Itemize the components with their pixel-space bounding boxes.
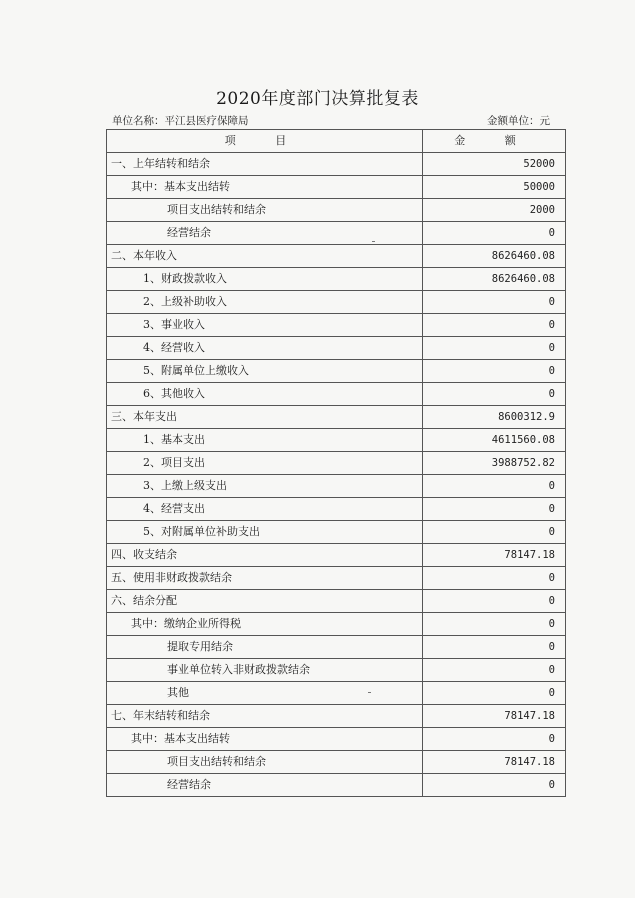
table-row	[107, 682, 566, 705]
table-row	[107, 268, 566, 291]
row-label: 2、项目支出	[107, 452, 423, 475]
header-amount: 金 额	[423, 130, 566, 153]
row-label: 项目支出结转和结余	[107, 199, 423, 222]
table-row	[107, 498, 566, 521]
row-amount: 0	[423, 498, 566, 521]
row-amount: 78147.18	[423, 751, 566, 774]
table-row	[107, 222, 566, 245]
document-title: 2020年度部门决算批复表	[216, 89, 419, 109]
row-amount: 0	[423, 222, 566, 245]
table-row	[107, 429, 566, 452]
table-row	[107, 751, 566, 774]
row-amount: 0	[423, 774, 566, 797]
unit-name-label: 单位名称：平江县医疗保障局	[112, 115, 249, 127]
row-amount: 8626460.08	[423, 245, 566, 268]
row-label: 四、收支结余	[107, 544, 423, 567]
row-label: 经营结余	[107, 222, 423, 245]
row-label: 1、基本支出	[107, 429, 423, 452]
scan-speck	[372, 241, 375, 242]
table-row	[107, 452, 566, 475]
row-amount: 0	[423, 567, 566, 590]
row-amount: 0	[423, 590, 566, 613]
table-row	[107, 199, 566, 222]
table-row	[107, 153, 566, 176]
row-label: 二、本年收入	[107, 245, 423, 268]
table-row	[107, 406, 566, 429]
row-label: 提取专用结余	[107, 636, 423, 659]
row-amount: 3988752.82	[423, 452, 566, 475]
row-label: 七、年末结转和结余	[107, 705, 423, 728]
table-row	[107, 521, 566, 544]
table-row	[107, 314, 566, 337]
row-label: 6、其他收入	[107, 383, 423, 406]
row-amount: 50000	[423, 176, 566, 199]
table-row	[107, 705, 566, 728]
table-row	[107, 774, 566, 797]
row-label: 4、经营支出	[107, 498, 423, 521]
row-amount: 0	[423, 636, 566, 659]
row-label: 项目支出结转和结余	[107, 751, 423, 774]
row-amount: 52000	[423, 153, 566, 176]
table-row	[107, 337, 566, 360]
row-amount: 0	[423, 383, 566, 406]
row-label: 经营结余	[107, 774, 423, 797]
row-amount: 0	[423, 682, 566, 705]
row-amount: 0	[423, 314, 566, 337]
row-label: 其中：缴纳企业所得税	[107, 613, 423, 636]
row-label: 五、使用非财政拨款结余	[107, 567, 423, 590]
row-amount: 0	[423, 613, 566, 636]
table-row	[107, 176, 566, 199]
row-label: 其中：基本支出结转	[107, 728, 423, 751]
row-amount: 4611560.08	[423, 429, 566, 452]
row-label: 三、本年支出	[107, 406, 423, 429]
table-row	[107, 659, 566, 682]
table-header-row	[107, 130, 566, 153]
table-row	[107, 383, 566, 406]
row-amount: 0	[423, 475, 566, 498]
table-row	[107, 613, 566, 636]
row-amount: 0	[423, 291, 566, 314]
row-label: 3、事业收入	[107, 314, 423, 337]
row-amount: 8626460.08	[423, 268, 566, 291]
table-row	[107, 567, 566, 590]
row-amount: 8600312.9	[423, 406, 566, 429]
row-amount: 78147.18	[423, 705, 566, 728]
row-label: 5、附属单位上缴收入	[107, 360, 423, 383]
row-amount: 0	[423, 728, 566, 751]
row-label: 其他	[107, 682, 423, 705]
table-row	[107, 360, 566, 383]
row-label: 一、上年结转和结余	[107, 153, 423, 176]
row-amount: 2000	[423, 199, 566, 222]
row-label: 4、经营收入	[107, 337, 423, 360]
row-label: 3、上缴上级支出	[107, 475, 423, 498]
scan-speck	[368, 692, 371, 693]
row-label: 5、对附属单位补助支出	[107, 521, 423, 544]
table-row	[107, 544, 566, 567]
row-label: 事业单位转入非财政拨款结余	[107, 659, 423, 682]
row-amount: 0	[423, 360, 566, 383]
table-row	[107, 475, 566, 498]
row-label: 1、财政拨款收入	[107, 268, 423, 291]
table-row	[107, 636, 566, 659]
row-amount: 0	[423, 521, 566, 544]
row-amount: 0	[423, 337, 566, 360]
row-label: 2、上级补助收入	[107, 291, 423, 314]
table-row	[107, 291, 566, 314]
row-label: 六、结余分配	[107, 590, 423, 613]
header-item: 项 目	[107, 130, 423, 153]
table-row	[107, 245, 566, 268]
amount-unit-label: 金额单位：元	[487, 115, 550, 127]
table-row	[107, 728, 566, 751]
row-amount: 0	[423, 659, 566, 682]
final-accounts-table	[106, 129, 566, 797]
row-amount: 78147.18	[423, 544, 566, 567]
row-label: 其中：基本支出结转	[107, 176, 423, 199]
table-row	[107, 590, 566, 613]
